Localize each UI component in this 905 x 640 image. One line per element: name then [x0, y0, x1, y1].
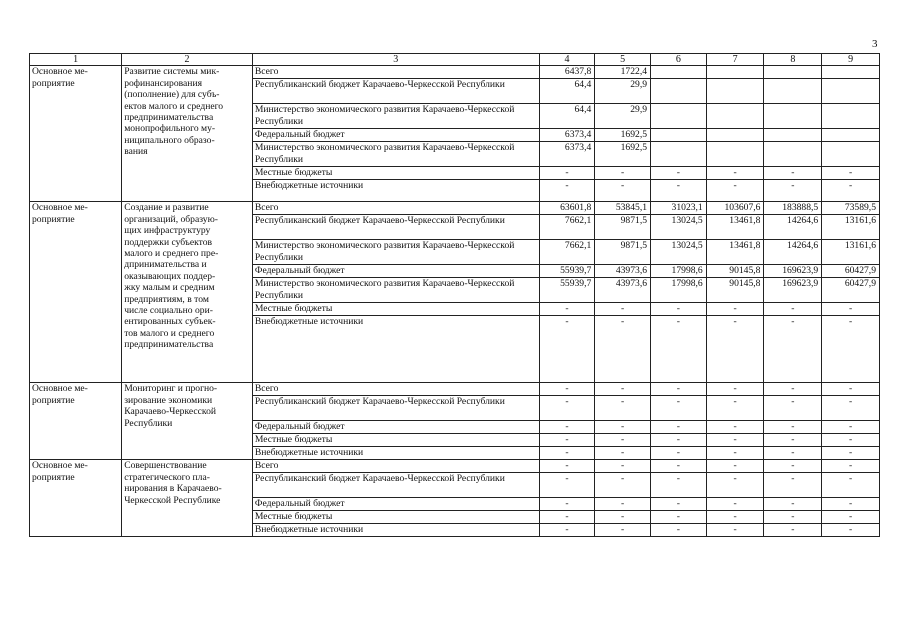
amount-cell: -: [764, 473, 822, 498]
amount-cell: -: [764, 316, 822, 383]
table-row: [30, 66, 880, 79]
funding-source: Местные бюджеты: [252, 511, 539, 524]
funding-source: Всего: [252, 460, 539, 473]
header-cell: 8: [764, 54, 822, 66]
amount-cell: 53845,1: [595, 202, 651, 215]
amount-cell: 55939,7: [539, 278, 595, 303]
amount-cell: [764, 104, 822, 129]
amount-cell: 31023,1: [651, 202, 707, 215]
header-cell: 2: [122, 54, 253, 66]
amount-cell: -: [539, 434, 595, 447]
amount-cell: -: [822, 421, 880, 434]
amount-cell: -: [822, 180, 880, 202]
amount-cell: -: [539, 524, 595, 537]
funding-source: Местные бюджеты: [252, 303, 539, 316]
amount-cell: 9871,5: [595, 215, 651, 240]
amount-cell: -: [595, 316, 651, 383]
amount-cell: -: [764, 434, 822, 447]
header-row: [30, 54, 880, 66]
amount-cell: -: [822, 383, 880, 396]
amount-cell: 13161,6: [822, 215, 880, 240]
funding-source: Министерство экономического развития Карачаево-Черкесской Республики: [252, 278, 539, 303]
funding-source: Федеральный бюджет: [252, 498, 539, 511]
funding-source: Всего: [252, 66, 539, 79]
funding-source: Внебюджетные источники: [252, 180, 539, 202]
amount-cell: 64,4: [539, 79, 595, 104]
amount-cell: 73589,5: [822, 202, 880, 215]
amount-cell: -: [539, 167, 595, 180]
amount-cell: [706, 104, 764, 129]
amount-cell: [822, 104, 880, 129]
funding-source: Внебюджетные источники: [252, 316, 539, 383]
amount-cell: -: [539, 447, 595, 460]
funding-source: Министерство экономического развития Карачаево-Черкесской Республики: [252, 142, 539, 167]
funding-source: Всего: [252, 202, 539, 215]
amount-cell: 60427,9: [822, 278, 880, 303]
amount-cell: -: [764, 396, 822, 421]
table-row: [30, 460, 880, 473]
amount-cell: [706, 142, 764, 167]
amount-cell: [706, 129, 764, 142]
amount-cell: 6373,4: [539, 129, 595, 142]
amount-cell: -: [764, 383, 822, 396]
amount-cell: -: [539, 473, 595, 498]
activity-type: Основное ме- роприятие: [30, 66, 122, 202]
header-cell: 7: [706, 54, 764, 66]
amount-cell: -: [822, 460, 880, 473]
amount-cell: -: [706, 447, 764, 460]
amount-cell: 43973,6: [595, 265, 651, 278]
amount-cell: 169623,9: [764, 265, 822, 278]
table-row: [30, 383, 880, 396]
amount-cell: -: [651, 460, 707, 473]
amount-cell: -: [706, 498, 764, 511]
amount-cell: -: [595, 498, 651, 511]
amount-cell: -: [651, 498, 707, 511]
amount-cell: -: [822, 167, 880, 180]
amount-cell: -: [595, 524, 651, 537]
amount-cell: [822, 79, 880, 104]
amount-cell: -: [539, 180, 595, 202]
amount-cell: -: [764, 421, 822, 434]
amount-cell: 29,9: [595, 104, 651, 129]
amount-cell: -: [595, 460, 651, 473]
amount-cell: -: [822, 396, 880, 421]
amount-cell: -: [764, 460, 822, 473]
amount-cell: [822, 66, 880, 79]
amount-cell: -: [651, 473, 707, 498]
amount-cell: [764, 142, 822, 167]
funding-source: Местные бюджеты: [252, 434, 539, 447]
funding-source: Республиканский бюджет Карачаево-Черкесской Республики: [252, 396, 539, 421]
amount-cell: -: [822, 511, 880, 524]
amount-cell: -: [595, 421, 651, 434]
amount-cell: -: [764, 524, 822, 537]
amount-cell: 14264,6: [764, 215, 822, 240]
amount-cell: -: [764, 180, 822, 202]
amount-cell: -: [651, 303, 707, 316]
amount-cell: -: [706, 460, 764, 473]
amount-cell: [822, 129, 880, 142]
amount-cell: -: [595, 383, 651, 396]
funding-source: Республиканский бюджет Карачаево-Черкесской Республики: [252, 473, 539, 498]
activity-type: Основное ме- роприятие: [30, 460, 122, 537]
funding-source: Внебюджетные источники: [252, 524, 539, 537]
amount-cell: -: [595, 167, 651, 180]
amount-cell: -: [539, 460, 595, 473]
amount-cell: -: [706, 167, 764, 180]
amount-cell: -: [706, 421, 764, 434]
amount-cell: 169623,9: [764, 278, 822, 303]
amount-cell: 13024,5: [651, 240, 707, 265]
amount-cell: 9871,5: [595, 240, 651, 265]
activity-name: Мониторинг и прогно- зирование экономики Карачаево-Черкесской Республики: [122, 383, 253, 460]
amount-cell: -: [706, 383, 764, 396]
funding-source: Федеральный бюджет: [252, 129, 539, 142]
amount-cell: 13024,5: [651, 215, 707, 240]
amount-cell: -: [651, 434, 707, 447]
activity-type: Основное ме- роприятие: [30, 202, 122, 383]
amount-cell: -: [706, 396, 764, 421]
amount-cell: 60427,9: [822, 265, 880, 278]
amount-cell: [764, 129, 822, 142]
header-cell: 5: [595, 54, 651, 66]
activity-name: Развитие системы мик- рофинансирования (пополнение) для субъ- ектов малого и среднего предпринимательства монопрофильного му- ниципального образо- вания: [122, 66, 253, 202]
amount-cell: -: [706, 524, 764, 537]
amount-cell: 13461,8: [706, 240, 764, 265]
amount-cell: -: [539, 511, 595, 524]
amount-cell: 13461,8: [706, 215, 764, 240]
amount-cell: 7662,1: [539, 215, 595, 240]
amount-cell: 90145,8: [706, 265, 764, 278]
amount-cell: -: [595, 434, 651, 447]
amount-cell: 90145,8: [706, 278, 764, 303]
amount-cell: -: [651, 524, 707, 537]
amount-cell: -: [595, 303, 651, 316]
amount-cell: -: [822, 498, 880, 511]
amount-cell: -: [706, 511, 764, 524]
funding-source: Всего: [252, 383, 539, 396]
amount-cell: -: [706, 434, 764, 447]
funding-source: Федеральный бюджет: [252, 421, 539, 434]
page-number: 3: [872, 38, 878, 50]
amount-cell: -: [651, 316, 707, 383]
amount-cell: [651, 79, 707, 104]
amount-cell: 63601,8: [539, 202, 595, 215]
amount-cell: -: [822, 303, 880, 316]
amount-cell: -: [706, 316, 764, 383]
amount-cell: [651, 142, 707, 167]
amount-cell: -: [539, 498, 595, 511]
funding-source: Федеральный бюджет: [252, 265, 539, 278]
amount-cell: -: [539, 303, 595, 316]
activity-name: Создание и развитие организаций, образую- щих инфраструктуру поддержки субъектов малого и среднего пре- дпринимательства и оказывающих поддер- жку малым и средним предприятиям, в том числе социально ори- ентированных субъек- тов малого и среднего предпринимательства: [122, 202, 253, 383]
header-cell: 1: [30, 54, 122, 66]
amount-cell: -: [764, 167, 822, 180]
amount-cell: -: [539, 383, 595, 396]
amount-cell: 6437,8: [539, 66, 595, 79]
amount-cell: 6373,4: [539, 142, 595, 167]
amount-cell: -: [651, 511, 707, 524]
activity-name: Совершенствование стратегического пла- нирования в Карачаево- Черкесской Республике: [122, 460, 253, 537]
amount-cell: -: [706, 473, 764, 498]
amount-cell: [764, 66, 822, 79]
header-cell: 6: [651, 54, 707, 66]
amount-cell: [822, 142, 880, 167]
funding-source: Республиканский бюджет Карачаево-Черкесской Республики: [252, 215, 539, 240]
amount-cell: -: [539, 316, 595, 383]
amount-cell: [706, 79, 764, 104]
amount-cell: [651, 66, 707, 79]
amount-cell: 183888,5: [764, 202, 822, 215]
budget-table: [29, 53, 880, 537]
amount-cell: -: [595, 511, 651, 524]
amount-cell: 1692,5: [595, 142, 651, 167]
amount-cell: -: [764, 498, 822, 511]
amount-cell: -: [595, 396, 651, 421]
amount-cell: 64,4: [539, 104, 595, 129]
amount-cell: -: [651, 396, 707, 421]
header-cell: 3: [252, 54, 539, 66]
amount-cell: -: [651, 167, 707, 180]
amount-cell: -: [822, 447, 880, 460]
amount-cell: -: [651, 421, 707, 434]
amount-cell: -: [822, 434, 880, 447]
amount-cell: 13161,6: [822, 240, 880, 265]
amount-cell: 29,9: [595, 79, 651, 104]
amount-cell: 14264,6: [764, 240, 822, 265]
amount-cell: -: [822, 524, 880, 537]
amount-cell: -: [764, 511, 822, 524]
amount-cell: [706, 66, 764, 79]
amount-cell: -: [539, 396, 595, 421]
amount-cell: 43973,6: [595, 278, 651, 303]
amount-cell: -: [822, 473, 880, 498]
funding-source: Министерство экономического развития Карачаево-Черкесской Республики: [252, 240, 539, 265]
amount-cell: -: [651, 180, 707, 202]
amount-cell: 1692,5: [595, 129, 651, 142]
amount-cell: [651, 104, 707, 129]
amount-cell: -: [595, 473, 651, 498]
amount-cell: 7662,1: [539, 240, 595, 265]
amount-cell: -: [651, 447, 707, 460]
amount-cell: [651, 129, 707, 142]
amount-cell: -: [539, 421, 595, 434]
amount-cell: -: [595, 447, 651, 460]
header-cell: 4: [539, 54, 595, 66]
amount-cell: -: [822, 316, 880, 383]
funding-source: Внебюджетные источники: [252, 447, 539, 460]
amount-cell: 17998,6: [651, 265, 707, 278]
amount-cell: [764, 79, 822, 104]
amount-cell: -: [706, 180, 764, 202]
amount-cell: 17998,6: [651, 278, 707, 303]
amount-cell: 55939,7: [539, 265, 595, 278]
header-cell: 9: [822, 54, 880, 66]
amount-cell: 1722,4: [595, 66, 651, 79]
funding-source: Республиканский бюджет Карачаево-Черкесской Республики: [252, 79, 539, 104]
amount-cell: -: [651, 383, 707, 396]
funding-source: Министерство экономического развития Карачаево-Черкесской Республики: [252, 104, 539, 129]
amount-cell: -: [764, 303, 822, 316]
amount-cell: -: [595, 180, 651, 202]
activity-type: Основное ме- роприятие: [30, 383, 122, 460]
amount-cell: 103607,6: [706, 202, 764, 215]
amount-cell: -: [764, 447, 822, 460]
funding-source: Местные бюджеты: [252, 167, 539, 180]
table-row: [30, 202, 880, 215]
amount-cell: -: [706, 303, 764, 316]
